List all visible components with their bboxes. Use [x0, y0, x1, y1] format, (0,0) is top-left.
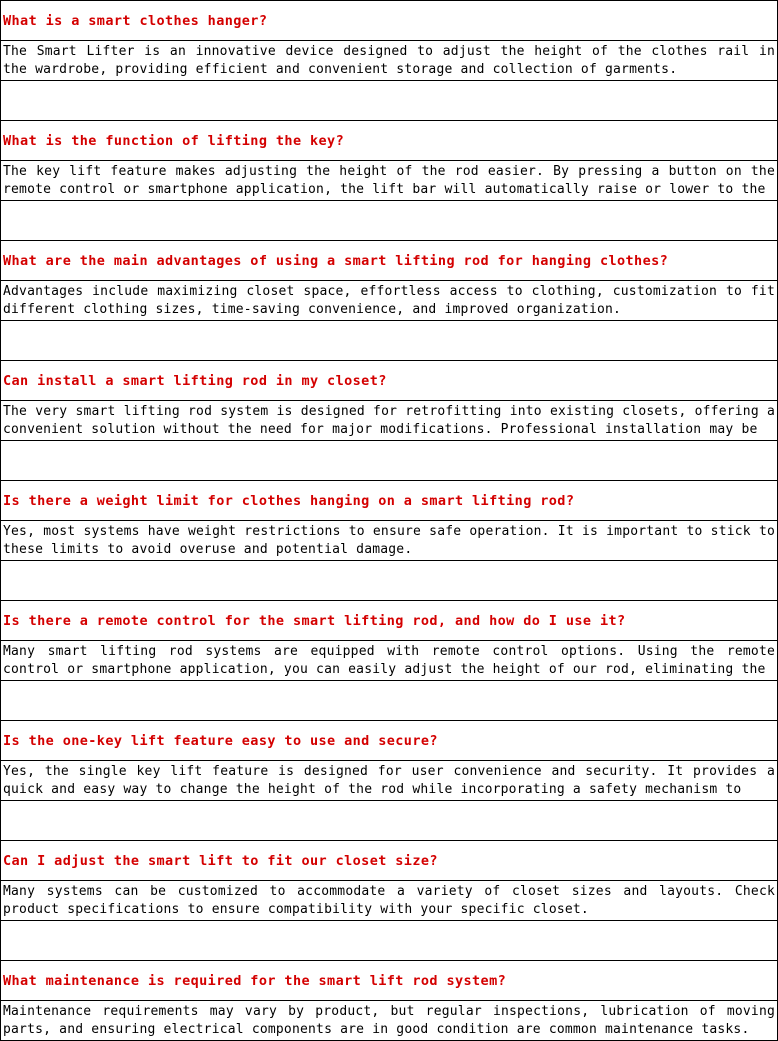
faq-question-row: [1, 361, 778, 401]
faq-spacer-row: [1, 921, 778, 961]
faq-answer-cell: [1, 641, 778, 681]
faq-question-row: [1, 721, 778, 761]
faq-question: What maintenance is required for the smart lift rod system?: [1, 961, 778, 1001]
faq-answer: The Smart Lifter is an innovative device designed to adjust the height of the clothes rail in the wardrobe, providing efficient and convenient storage and collection of garments.: [3, 43, 775, 77]
faq-spacer: [1, 681, 778, 721]
faq-answer: The key lift feature makes adjusting the height of the rod easier. By pressing a button on the remote control or smartphone application, the lift bar will automatically raise or lower to the: [3, 163, 775, 197]
faq-spacer: [1, 561, 778, 601]
faq-question: Is the one-key lift feature easy to use and secure?: [1, 721, 778, 761]
faq-answer-row: [1, 401, 778, 441]
faq-answer-cell: [1, 161, 778, 201]
faq-question-row: [1, 241, 778, 281]
faq-question: What is the function of lifting the key?: [1, 121, 778, 161]
faq-spacer-row: [1, 321, 778, 361]
faq-answer-cell: [1, 881, 778, 921]
faq-spacer-row: [1, 81, 778, 121]
faq-answer: Many smart lifting rod systems are equipped with remote control options. Using the remote control or smartphone application, you can easily adjust the height of our rod, eliminating the: [3, 643, 775, 677]
faq-answer-row: [1, 1001, 778, 1041]
faq-question: What are the main advantages of using a smart lifting rod for hanging clothes?: [1, 241, 778, 281]
faq-answer-cell: [1, 401, 778, 441]
faq-spacer-row: [1, 801, 778, 841]
faq-answer-row: [1, 41, 778, 81]
faq-question-row: [1, 601, 778, 641]
faq-answer: The very smart lifting rod system is designed for retrofitting into existing closets, offering a convenient solution without the need for major modifications. Professional installation may be: [3, 403, 775, 437]
faq-spacer: [1, 921, 778, 961]
faq-question-row: [1, 1, 778, 41]
faq-question: Is there a remote control for the smart lifting rod, and how do I use it?: [1, 601, 778, 641]
faq-answer: Yes, most systems have weight restrictions to ensure safe operation. It is important to stick to these limits to avoid overuse and potential damage.: [3, 523, 775, 557]
faq-answer-row: [1, 881, 778, 921]
faq-spacer-row: [1, 441, 778, 481]
faq-question: What is a smart clothes hanger?: [1, 1, 778, 41]
faq-spacer: [1, 201, 778, 241]
faq-answer: Maintenance requirements may vary by product, but regular inspections, lubrication of moving parts, and ensuring electrical components are in good condition are common maintenance tasks.: [3, 1003, 775, 1037]
faq-answer-cell: [1, 521, 778, 561]
faq-spacer: [1, 801, 778, 841]
faq-answer-row: [1, 641, 778, 681]
faq-question: Can install a smart lifting rod in my closet?: [1, 361, 778, 401]
faq-answer-row: [1, 281, 778, 321]
faq-spacer-row: [1, 561, 778, 601]
faq-answer-cell: [1, 761, 778, 801]
faq-spacer: [1, 321, 778, 361]
faq-answer-row: [1, 761, 778, 801]
faq-answer-cell: [1, 41, 778, 81]
faq-answer-row: [1, 521, 778, 561]
faq-question-row: [1, 121, 778, 161]
faq-question: Is there a weight limit for clothes hanging on a smart lifting rod?: [1, 481, 778, 521]
faq-question-row: [1, 841, 778, 881]
faq-question-row: [1, 961, 778, 1001]
faq-question-row: [1, 481, 778, 521]
faq-answer-cell: [1, 281, 778, 321]
faq-answer-row: [1, 161, 778, 201]
faq-question: Can I adjust the smart lift to fit our closet size?: [1, 841, 778, 881]
faq-answer: Yes, the single key lift feature is designed for user convenience and security. It provides a quick and easy way to change the height of the rod while incorporating a safety mechanism to: [3, 763, 775, 797]
faq-spacer-row: [1, 681, 778, 721]
faq-answer: Many systems can be customized to accommodate a variety of closet sizes and layouts. Check product specifications to ensure compatibility with your specific closet.: [3, 883, 775, 917]
faq-body: [1, 1, 778, 1041]
faq-spacer: [1, 81, 778, 121]
faq-answer: Advantages include maximizing closet space, effortless access to clothing, customization to fit different clothing sizes, time-saving convenience, and improved organization.: [3, 283, 775, 317]
faq-spacer-row: [1, 201, 778, 241]
faq-answer-cell: [1, 1001, 778, 1041]
faq-spacer: [1, 441, 778, 481]
